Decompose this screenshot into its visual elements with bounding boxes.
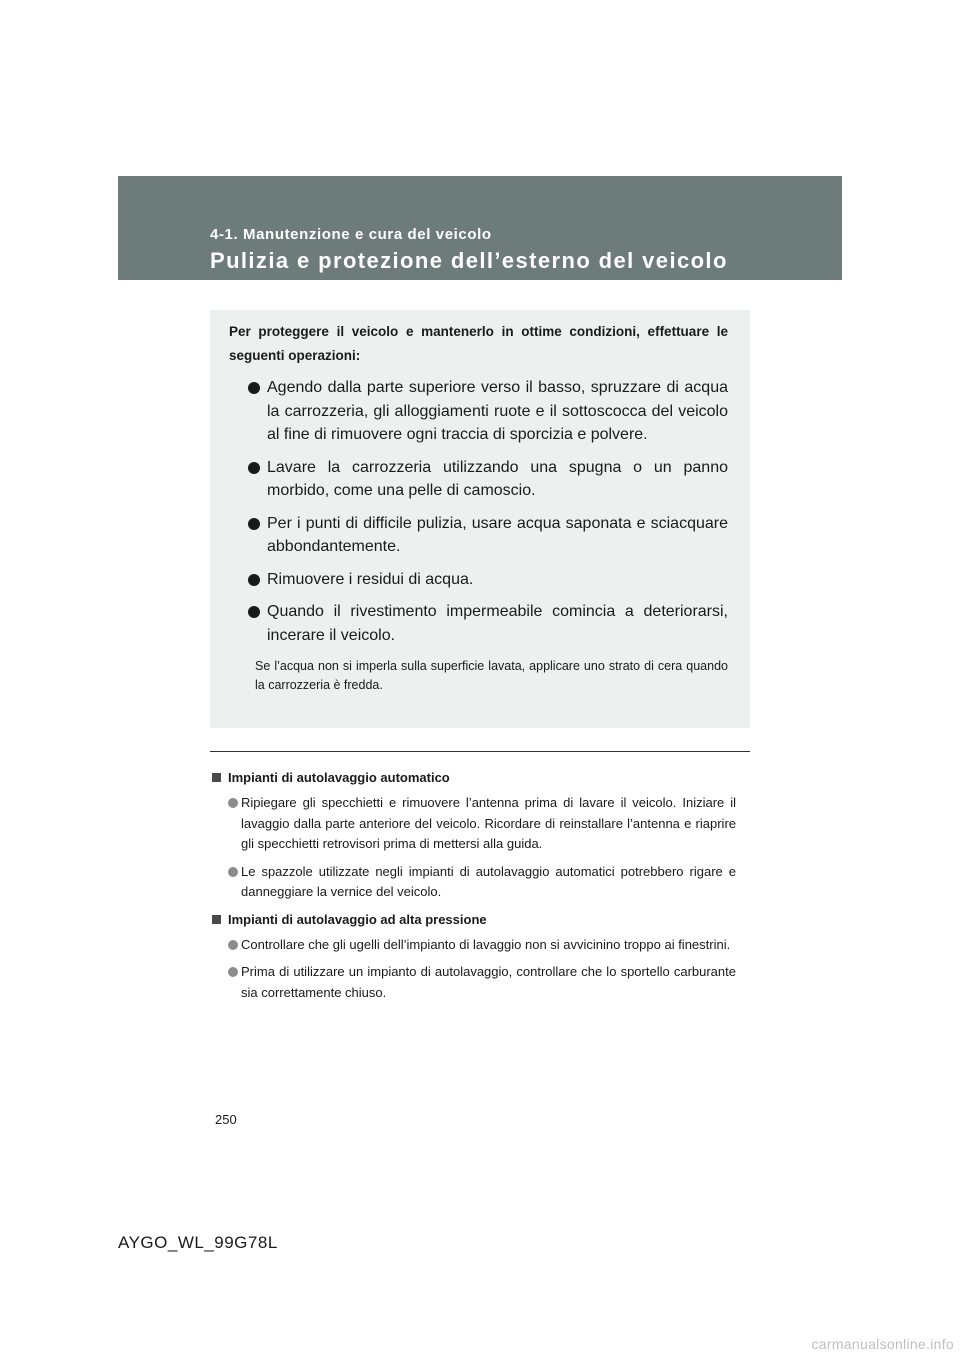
page-number: 250 (215, 1112, 237, 1127)
square-bullet-icon (212, 915, 221, 924)
note-text: Le spazzole utilizzate negli impianti di autolavaggio automatici potrebbero rigare e danneggiare la vernice del veicolo. (241, 863, 736, 899)
list-item (229, 512, 728, 559)
bullet-dot-icon (248, 574, 260, 586)
bullet-dot-icon (248, 462, 260, 474)
list-item (229, 456, 728, 503)
intro-text: Per proteggere il veicolo e mantenerlo in ottime condizioni, effettuare le seguenti operazioni: (229, 324, 728, 363)
document-code: AYGO_WL_99G78L (118, 1233, 278, 1252)
step-text: Rimuovere i residui di acqua. (267, 570, 474, 588)
bullet-dot-icon (228, 940, 238, 950)
note-text: Controllare che gli ugelli dell’impianto di lavaggio non si avvicinino troppo ai finestrini. (241, 936, 731, 952)
section-heading (210, 768, 736, 788)
note-text: Ripiegare gli specchietti e rimuovere l’antenna prima di lavare il veicolo. Iniziare il lavaggio dalla parte anteriore del veicolo. Ricordare di reinstallare l’antenna e riaprire gli specchietti retrovisori prima di mettersi alla guida. (241, 795, 736, 851)
section-heading-text: Impianti di autolavaggio automatico (228, 770, 450, 785)
bullet-dot-icon (248, 518, 260, 530)
note-text: Prima di utilizzare un impianto di autolavaggio, controllare che lo sportello carburante sia correttamente chiuso. (241, 964, 736, 1000)
intro-box (210, 310, 750, 728)
bullet-dot-icon (228, 967, 238, 977)
list-item (210, 793, 736, 855)
square-bullet-icon (212, 773, 221, 782)
section-label: 4-1. Manutenzione e cura del veicolo (210, 226, 492, 243)
list-item (229, 568, 728, 592)
list-item (210, 962, 736, 1003)
bullet-dot-icon (248, 382, 260, 394)
section-heading-text: Impianti di autolavaggio ad alta pressione (228, 911, 487, 927)
watermark: carmanualsonline.info (811, 1336, 954, 1352)
list-item (210, 862, 736, 903)
bullet-dot-icon (228, 867, 238, 877)
step-text: Agendo dalla parte superiore verso il basso, spruzzare di acqua la carrozzeria, gli alloggiamenti ruote e il sottoscocca del veicolo al fine di rimuovere ogni traccia di sporcizia e polvere. (267, 379, 728, 443)
page-title: Pulizia e protezione dell’esterno del veicolo (210, 248, 728, 273)
step-text: Per i punti di difficile pulizia, usare acqua saponata e sciacquare abbondantemente. (267, 514, 728, 555)
step-text: Quando il rivestimento impermeabile comincia a deteriorarsi, incerare il veicolo. (267, 603, 728, 644)
list-item (229, 376, 728, 447)
step-list (229, 376, 728, 647)
divider (210, 751, 750, 752)
list-item (210, 935, 736, 956)
section-heading (210, 910, 736, 930)
list-item (229, 600, 728, 647)
notes-section (210, 768, 736, 1010)
bullet-dot-icon (228, 798, 238, 808)
bullet-dot-icon (248, 606, 260, 618)
step-text: Lavare la carrozzeria utilizzando una spugna o un panno morbido, come una pelle di camoscio. (267, 458, 728, 499)
box-note: Se l’acqua non si imperla sulla superficie lavata, applicare uno strato di cera quando la carrozzeria è fredda. (255, 659, 728, 692)
